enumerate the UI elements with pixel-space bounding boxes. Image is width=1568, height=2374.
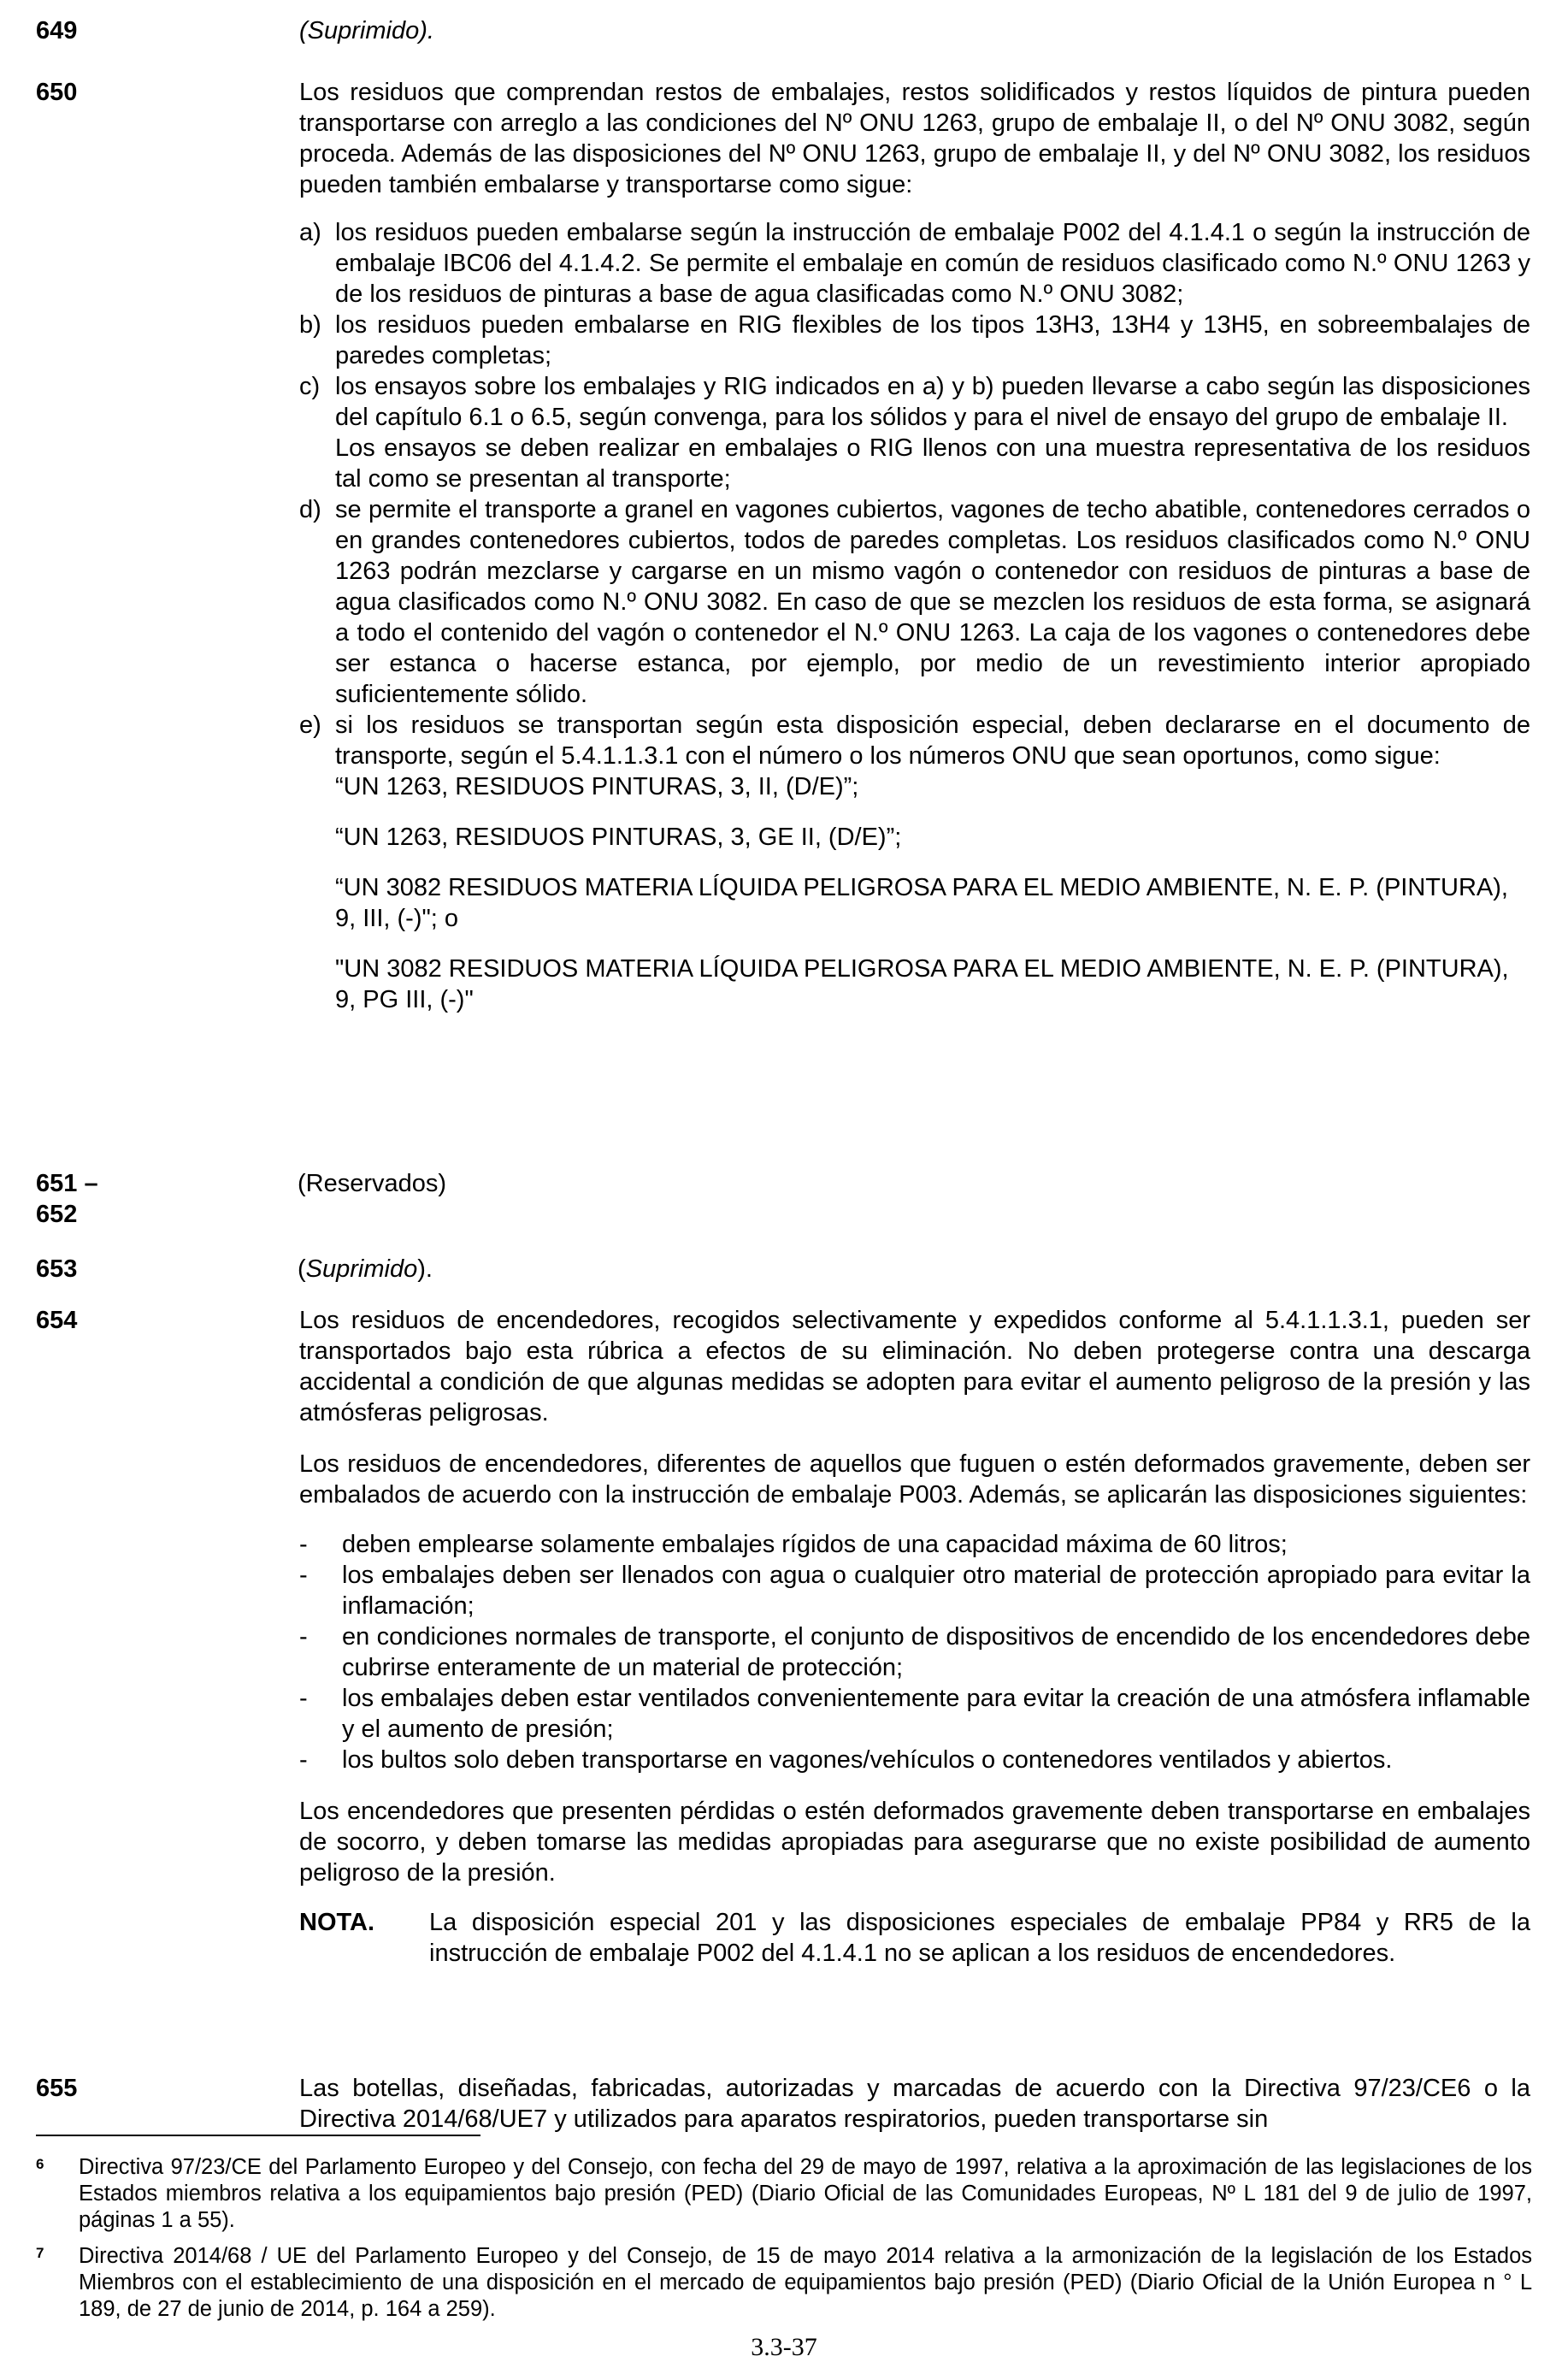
list-item-c <box>299 371 1530 494</box>
footnote-7 <box>36 2243 1532 2323</box>
dash-item-text: los embalajes deben estar ventilados convenientemente para evitar la creación de una atmósfera inflamable y el aumento de presión; <box>342 1685 1530 1743</box>
note-label: NOTA. <box>299 1909 375 1936</box>
text-part: ( <box>298 1255 306 1283</box>
dash-list-item <box>299 1745 1530 1775</box>
provision-note <box>299 1907 1530 1969</box>
provision-number: 650 <box>36 79 78 106</box>
provision-text <box>298 1254 1529 1284</box>
dash-item-text: los bultos solo deben transportarse en vagones/vehículos o contenedores ventilados y abiertos. <box>342 1746 1393 1774</box>
dash-marker: - <box>299 1531 308 1558</box>
provision-intro: Los residuos que comprendan restos de embalajes, restos solidificados y restos líquidos de pintura pueden transportarse con arreglo a las condiciones del Nº ONU 1263, grupo de embalaje II, o del Nº ONU 3082, según proceda. Además de las disposiciones del Nº ONU 1263, grupo de embalaje II, y del Nº ONU 3082, los residuos pueden también embalarse y transportarse como sigue: <box>299 79 1530 198</box>
dash-item-text: deben emplearse solamente embalajes rígidos de una capacidad máxima de 60 litros; <box>342 1531 1288 1558</box>
dash-list-item <box>299 1560 1530 1621</box>
provision-paragraph: Los encendedores que presenten pérdidas o estén deformados gravemente deben transportarse en embalajes de socorro, y deben tomarse las medidas apropiadas para asegurarse que no existe posibilidad de aumento peligroso de la presión. <box>299 1798 1530 1887</box>
item-marker: d) <box>299 496 321 523</box>
list-item-d <box>299 494 1530 710</box>
list-item-e <box>299 710 1530 1015</box>
footnote-text: Directiva 97/23/CE del Parlamento Europeo y del Consejo, con fecha del 29 de mayo de 1997, relativa a la aproximación de las legislaciones de los Estados miembros relativa a los equipamientos bajo presión (PED) (Diario Oficial de las Comunidades Europeas, Nº L 181 del 9 de julio de 1997, páginas 1 a 55). <box>79 2155 1532 2232</box>
dash-list-item <box>299 1621 1530 1683</box>
provision-number: 655 <box>36 2075 78 2102</box>
list-item-b <box>299 310 1530 371</box>
footnote-number: 7 <box>36 2245 44 2261</box>
provision-dash-list <box>299 1529 1530 1775</box>
note-text: La disposición especial 201 y las disposiciones especiales de embalaje PP84 y RR5 de la instrucción de embalaje P002 del 4.1.4.1 no se aplican a los residuos de encendedores. <box>429 1909 1530 1967</box>
provision-number-start: 651 – <box>36 1170 98 1197</box>
provision-number <box>36 1168 173 1230</box>
provision-paragraph: Los residuos de encendedores, recogidos selectivamente y expedidos conforme al 5.4.1.1.3.1, pueden ser transportados bajo esta rúbrica a efectos de su eliminación. No deben protegerse contra una descarga accidental a condición de que algunas medidas se adopten para evitar el aumento peligroso de la presión y las atmósferas peligrosas. <box>299 1307 1530 1426</box>
text-part: ). <box>417 1255 433 1283</box>
item-marker: e) <box>299 712 321 739</box>
provision-text: (Reservados) <box>298 1170 447 1197</box>
item-text: se permite el transporte a granel en vagones cubiertos, vagones de techo abatible, contenedores cerrados o en grandes contenedores cubiertos, todos de paredes completas. Los residuos clasificados como N.º ONU 1263 podrán mezclarse y cargarse en un mismo vagón o contenedor con residuos de pinturas a base de agua clasificados como N.º ONU 3082. En caso de que se mezclen los residuos de esta forma, se asignará a todo el contenido del vagón o contenedor el N.º ONU 1263. La caja de los vagones o contenedores debe ser estanca o hacerse estanca, por ejemplo, por medio de un revestimiento interior apropiado suficientemente sólido. <box>335 496 1530 708</box>
page-number: 3.3-37 <box>751 2333 817 2361</box>
provision-number: 654 <box>36 1307 78 1334</box>
item-marker: b) <box>299 311 321 339</box>
dash-marker: - <box>299 1623 308 1651</box>
provision-number: 649 <box>36 17 78 44</box>
item-text: si los residuos se transportan según esta disposición especial, deben declararse en el documento de transporte, según el 5.4.1.1.3.1 con el número o los números ONU que sean oportunos, como sigue: <box>335 712 1530 770</box>
list-item-a <box>299 217 1530 310</box>
provision-text: Las botellas, diseñadas, fabricadas, autorizadas y marcadas de acuerdo con la Directiva 97/23/CE6 o la Directiva 2014/68/UE7 y utilizados para aparatos respiratorios, pueden transportarse sin <box>299 2075 1530 2133</box>
text-part-italic: Suprimido <box>305 1255 418 1283</box>
item-text: los residuos pueden embalarse según la instrucción de embalaje P002 del 4.1.4.1 o según la instrucción de embalaje IBC06 del 4.1.4.2. Se permite el embalaje en común de residuos clasificado como N.º ONU 1263 y de los residuos de pinturas a base de agua clasificadas como N.º ONU 3082; <box>335 219 1530 308</box>
transport-document-example: “UN 1263, RESIDUOS PINTURAS, 3, GE II, (D/E)”; <box>335 824 902 851</box>
transport-document-example: "UN 3082 RESIDUOS MATERIA LÍQUIDA PELIGROSA PARA EL MEDIO AMBIENTE, N. E. P. (PINTURA), 9, PG III, (-)" <box>335 955 1509 1013</box>
item-marker: a) <box>299 219 321 246</box>
dash-item-text: en condiciones normales de transporte, el conjunto de dispositivos de encendido de los encendedores debe cubrirse enteramente de un material de protección; <box>342 1623 1530 1681</box>
item-text-continued: Los ensayos se deben realizar en embalajes o RIG llenos con una muestra representativa de los residuos tal como se presentan al transporte; <box>335 434 1530 493</box>
provision-item-list <box>299 217 1530 1015</box>
transport-document-example: “UN 1263, RESIDUOS PINTURAS, 3, II, (D/E)”; <box>335 773 859 800</box>
footnote-6 <box>36 2154 1532 2234</box>
dash-marker: - <box>299 1685 308 1712</box>
footnote-text: Directiva 2014/68 / UE del Parlamento Europeo y del Consejo, de 15 de mayo 2014 relativa a la armonización de la legislación de los Estados Miembros con el establecimiento de una disposición en el mercado de equipamientos bajo presión (PED) (Diario Oficial de la Unión Europea n ° L 189, de 27 de junio de 2014, p. 164 a 259). <box>79 2244 1532 2321</box>
provision-number: 653 <box>36 1255 78 1283</box>
provision-paragraph: Los residuos de encendedores, diferentes de aquellos que fuguen o estén deformados gravemente, deben ser embalados de acuerdo con la instrucción de embalaje P003. Además, se aplicarán las disposiciones siguientes: <box>299 1450 1530 1509</box>
provision-text: (Suprimido). <box>299 17 434 44</box>
dash-marker: - <box>299 1746 308 1774</box>
dash-item-text: los embalajes deben ser llenados con agua o cualquier otro material de protección apropiado para evitar la inflamación; <box>342 1562 1530 1620</box>
dash-list-item <box>299 1529 1530 1560</box>
footnote-number: 6 <box>36 2156 44 2172</box>
item-marker: c) <box>299 373 321 400</box>
provision-number-end: 652 <box>36 1201 78 1228</box>
item-text: los residuos pueden embalarse en RIG flexibles de los tipos 13H3, 13H4 y 13H5, en sobreembalajes de paredes completas; <box>335 311 1530 369</box>
footnote-separator <box>36 2135 480 2136</box>
dash-marker: - <box>299 1562 308 1589</box>
item-text: los ensayos sobre los embalajes y RIG indicados en a) y b) pueden llevarse a cabo según las disposiciones del capítulo 6.1 o 6.5, según convenga, para los sólidos y para el nivel de ensayo del grupo de embalaje II. <box>335 373 1530 431</box>
dash-list-item <box>299 1683 1530 1745</box>
transport-document-example: “UN 3082 RESIDUOS MATERIA LÍQUIDA PELIGROSA PARA EL MEDIO AMBIENTE, N. E. P. (PINTURA), 9, III, (-)"; o <box>335 874 1508 932</box>
